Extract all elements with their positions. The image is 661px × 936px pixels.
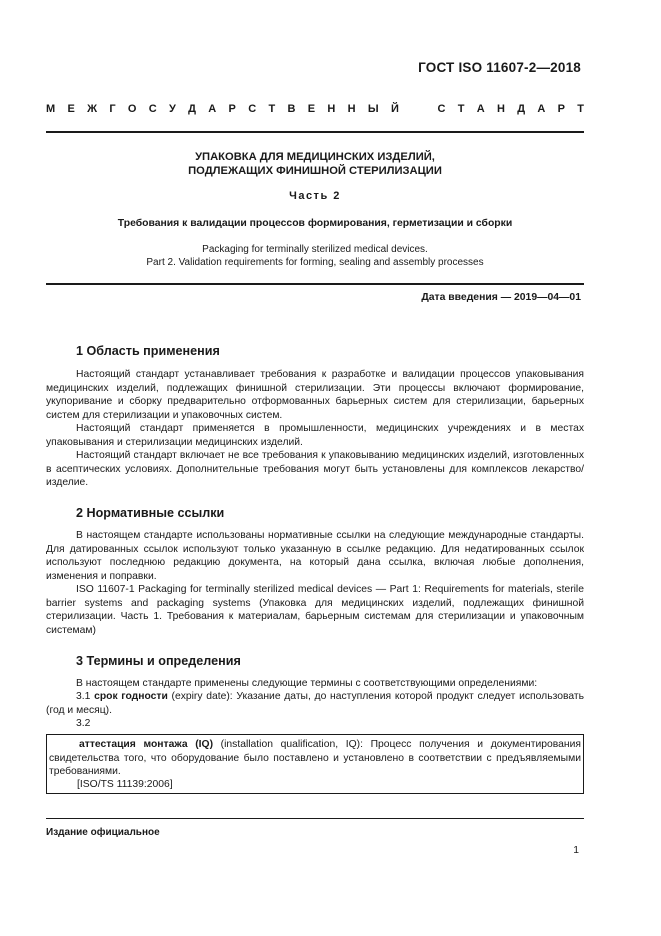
banner-letter: Н (347, 103, 356, 115)
section-heading-scope: 1 Область применения (76, 344, 220, 358)
banner-letter: Ы (367, 103, 379, 115)
effective-date: Дата введения — 2019—04—01 (421, 292, 581, 303)
banner-letter: В (287, 103, 296, 115)
header-rule (46, 131, 584, 133)
term-3-2 (47, 738, 583, 779)
term-name: срок годности (94, 691, 168, 702)
banner-letter: А (537, 103, 546, 115)
term-source-reference: [ISO/TS 11139:2006] (77, 779, 173, 790)
title-line-2: ПОДЛЕЖАЩИХ ФИНИШНОЙ СТЕРИЛИЗАЦИИ (188, 165, 442, 177)
term-definition: (expiry date): Указание даты, до наступления которой продукт следует использовать (год и месяц). (46, 691, 585, 716)
english-title-line-1: Packaging for terminally sterilized medical devices. (202, 244, 428, 255)
banner-letter: Д (188, 103, 196, 115)
banner-letter: Г (109, 103, 116, 115)
english-title (46, 243, 584, 269)
banner-letter: О (127, 103, 137, 115)
english-title-line-2: Part 2. Validation requirements for forming, sealing and assembly processes (146, 257, 484, 268)
banner-letter: Т (457, 103, 465, 115)
banner-letter: Н (496, 103, 505, 115)
footer-rule (46, 818, 584, 819)
banner-letter: Т (577, 103, 584, 115)
scope-paragraph-2: Настоящий стандарт применяется в промышленности, медицинских учреждениях и в местах упаковывания и стерилизации медицинских изделий. (46, 423, 584, 448)
term-definition-box (46, 734, 584, 794)
title-line-1: УПАКОВКА ДЛЯ МЕДИЦИНСКИХ ИЗДЕЛИЙ, (195, 151, 435, 163)
page-number: 1 (573, 845, 579, 856)
references-paragraph-2: ISO 11607-1 Packaging for terminally sterilized medical devices — Part 1: Requirements for materials, sterile barrier systems and packaging systems (Упаковка для медицинских изделий, подлежащих финишной стерилизации. Часть 1. Требования к материалам, барьерным системам для стерилизации и упаковочным системам) (46, 584, 584, 636)
banner-letter: С (148, 103, 157, 115)
term-3-2-number: 3.2 (76, 718, 91, 729)
banner-letter: А (476, 103, 485, 115)
section-heading-terms: 3 Термины и определения (76, 654, 241, 668)
interstate-standard-banner (46, 103, 584, 115)
scope-paragraph-3: Настоящий стандарт включает не все требования к упаковыванию медицинских изделий, изготовленных в асептических условиях. Дополнительные требования могут быть установлены для комплексов лекарство/изделие. (46, 450, 584, 488)
document-title (46, 150, 584, 178)
banner-letter: Ж (87, 103, 98, 115)
term-definition: (installation qualification, IQ): Процесс получения и документирования свидетельства того, что оборудование было поставлено и установлено в соответствии с предъявляемыми требованиями. (49, 739, 581, 777)
banner-letter: С (437, 103, 446, 115)
banner-letter: Р (557, 103, 565, 115)
banner-letter: Е (307, 103, 316, 115)
term-3-1 (46, 690, 584, 717)
banner-letter: У (169, 103, 176, 115)
banner-letter: Й (390, 103, 399, 115)
references-paragraph-1: В настоящем стандарте использованы нормативные ссылки на следующие международные стандарты. Для датированных ссылок используют только указанную в ссылке редакцию. Для недатированных ссылок используют последнюю редакцию документа, на который дана ссылка, включая любые дополнения, изменения и поправки. (46, 530, 584, 582)
term-number: 3.1 (76, 691, 95, 702)
banner-letter: Е (67, 103, 75, 115)
term-name: аттестация монтажа (IQ) (79, 739, 214, 750)
banner-letter: С (248, 103, 257, 115)
document-subtitle: Требования к валидации процессов формирования, герметизации и сборки (117, 218, 513, 229)
banner-letter: Т (268, 103, 276, 115)
banner-letter: А (208, 103, 217, 115)
banner-letter: Р (228, 103, 236, 115)
terms-intro: В настоящем стандарте применены следующие термины с соответствующими определениями: (76, 678, 538, 689)
official-edition-label: Издание официальное (46, 827, 160, 838)
section-heading-normative-references: 2 Нормативные ссылки (76, 506, 225, 520)
banner-letter: Н (327, 103, 336, 115)
standard-code: ГОСТ ISO 11607-2—2018 (418, 60, 581, 75)
scope-paragraph-1: Настоящий стандарт устанавливает требования к разработке и валидации процессов упаковывания медицинских изделий, подлежащих финишной стерилизации. Эти процессы включают формирование, укупоривание и сборку предварительно отформованных барьерных систем для стерилизации, барьерных систем для стерилизации и упаковочных систем. (46, 369, 584, 421)
banner-gap (411, 103, 425, 115)
title-rule (46, 283, 584, 285)
banner-letter: М (46, 103, 56, 115)
banner-letter: Д (517, 103, 526, 115)
part-label: Часть 2 (289, 190, 341, 202)
